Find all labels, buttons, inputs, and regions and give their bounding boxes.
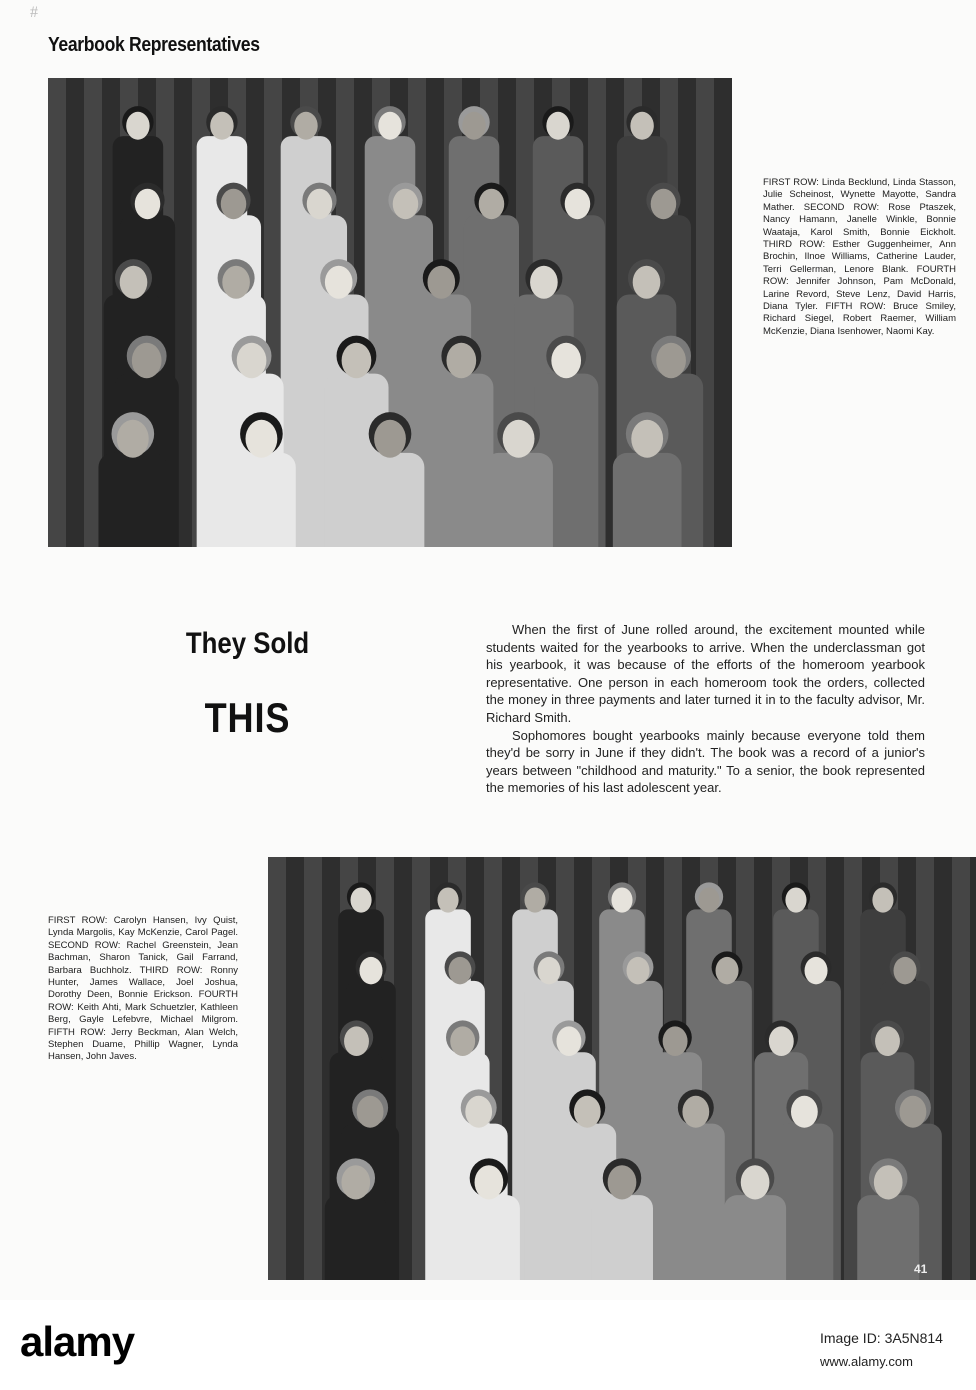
person-face <box>462 112 485 140</box>
person-body <box>857 1195 919 1280</box>
page-number: 41 <box>914 1262 928 1276</box>
person-face <box>565 189 591 219</box>
person-face <box>716 957 739 984</box>
group-photo-bottom-image <box>268 857 976 1280</box>
person-face <box>627 957 650 984</box>
person-face <box>608 1165 637 1199</box>
headline-line-2: THIS <box>204 694 291 741</box>
person-face <box>663 1026 688 1056</box>
person-face <box>741 1165 770 1199</box>
curtain-fold <box>66 78 84 547</box>
person-face <box>682 1096 709 1128</box>
person-face <box>245 420 277 458</box>
group-photo-top <box>48 78 732 547</box>
group-photo-bottom <box>268 857 976 1280</box>
person-body <box>613 453 682 547</box>
group-photo-top-image <box>48 78 732 547</box>
person-body <box>356 453 425 547</box>
source-url: www.alamy.com <box>820 1354 913 1369</box>
person-face <box>651 189 677 219</box>
person-face <box>325 266 353 299</box>
person-face <box>221 189 247 219</box>
person-face <box>465 1096 492 1128</box>
person-face <box>894 957 917 984</box>
person-face <box>120 266 148 299</box>
person-face <box>222 266 250 299</box>
section-title: Yearbook Representatives <box>48 34 260 56</box>
curtain-fold <box>970 857 976 1280</box>
person-body <box>591 1195 653 1280</box>
person-face <box>449 957 472 984</box>
person-face <box>393 189 419 219</box>
person-face <box>237 343 267 378</box>
person-face <box>437 887 458 912</box>
person-face <box>611 887 632 912</box>
person-face <box>350 887 371 912</box>
curtain-fold <box>48 78 66 547</box>
person-face <box>135 189 161 219</box>
person-face <box>524 887 545 912</box>
caption-bottom: FIRST ROW: Carolyn Hansen, Ivy Quist, Lynda Margolis, Kay McKenzie, Carol Pagel. SECOND ROW: Rachel Greenstein, Jean Bachman, Sharon Tanick, Gail Farrand, Barbara Buchholz. THIRD ROW: Ronny Hunter, James Wallace, Joel Joshua, Dorothy Deen, Bonnie Erickson. FOURTH ROW: Keith Ahti, Mark Schuetzler, Kathleen Berg, Gayle Lefebvre, Michael Milgrom. FIFTH ROW: Jerry Beckman, Alan Welch, Stephen Duame, Phillip Wagner, Lynda Hansen, John Javes. <box>48 915 238 1063</box>
person-face <box>359 957 382 984</box>
person-face <box>307 189 333 219</box>
person-face <box>900 1096 927 1128</box>
article-paragraph-2: Sophomores bought yearbooks mainly because everyone told them they'd be sorry in June if they didn't. The book was a record of a junior's years between "childhood and maturity." To a senior, the book represented the memories of his last adolescent year. <box>486 727 925 796</box>
person-face <box>117 420 149 458</box>
person-face <box>126 112 149 140</box>
article-paragraph-1: When the first of June rolled around, the excitement mounted while students waited for the yearbooks to arrive. When the underclassman got his yearbook, it was because of the efforts of the homeroom yearbook representative. One person in each homeroom took the orders, collected the money in three payments and later turned it in to the faculty advisor, Mr. Richard Smith. <box>486 622 925 725</box>
curtain-fold <box>952 857 970 1280</box>
person-face <box>656 343 686 378</box>
person-body <box>429 374 493 547</box>
headline-line-1: They Sold <box>185 627 310 660</box>
person-face <box>805 957 828 984</box>
person-face <box>294 112 317 140</box>
person-face <box>551 343 581 378</box>
person-face <box>633 266 661 299</box>
caption-top: FIRST ROW: Linda Becklund, Linda Stasson, Julie Scheinost, Wynette Mayotte, Sandra Mather. SECOND ROW: Rose Ptaszek, Nancy Hamann, Janelle Winkle, Bonnie Waataja, Karol Smith, Bonnie Eickholt. THIRD ROW: Esther Guggenheimer, Ann Brochin, Ilnoe Williams, Catherine Lauder, Terri Gellerman, Lenore Blank. FOURTH ROW: Jennifer Johnson, Pam McDonald, Larine Revord, Steve Lenz, David Harris, Diana Tyler. FIFTH ROW: Bruce Smiley, Richard Siegel, Robert Raemer, William McKenzie, Diana Isenhower, Naomi Kay. <box>763 177 956 337</box>
article-body <box>486 621 925 797</box>
person-face <box>546 112 569 140</box>
person-face <box>631 420 663 458</box>
image-id-label: Image ID: 3A5N814 <box>820 1330 943 1346</box>
curtain-fold <box>268 857 286 1280</box>
person-face <box>427 266 455 299</box>
person-face <box>874 1165 903 1199</box>
person-body <box>667 1124 725 1280</box>
curtain-fold <box>714 78 732 547</box>
person-face <box>698 887 719 912</box>
person-face <box>630 112 653 140</box>
person-face <box>530 266 558 299</box>
person-body <box>484 453 553 547</box>
curtain-fold <box>286 857 304 1280</box>
page-corner-mark: # <box>30 4 38 21</box>
person-face <box>479 189 505 219</box>
person-face <box>132 343 162 378</box>
person-face <box>556 1026 581 1056</box>
person-face <box>374 420 406 458</box>
person-body <box>724 1195 786 1280</box>
person-face <box>872 887 893 912</box>
watermark-logo: alamy <box>20 1318 135 1365</box>
person-face <box>538 957 561 984</box>
person-face <box>475 1165 504 1199</box>
curtain-fold <box>304 857 322 1280</box>
person-body <box>458 1195 520 1280</box>
person-face <box>357 1096 384 1128</box>
person-face <box>344 1026 369 1056</box>
person-face <box>785 887 806 912</box>
person-face <box>446 343 476 378</box>
person-face <box>574 1096 601 1128</box>
person-face <box>791 1096 818 1128</box>
person-face <box>450 1026 475 1056</box>
person-face <box>342 343 372 378</box>
person-face <box>875 1026 900 1056</box>
person-face <box>210 112 233 140</box>
person-face <box>378 112 401 140</box>
person-body <box>98 453 167 547</box>
person-body <box>325 1195 387 1280</box>
person-face <box>341 1165 370 1199</box>
person-face <box>769 1026 794 1056</box>
person-body <box>227 453 296 547</box>
person-face <box>503 420 535 458</box>
